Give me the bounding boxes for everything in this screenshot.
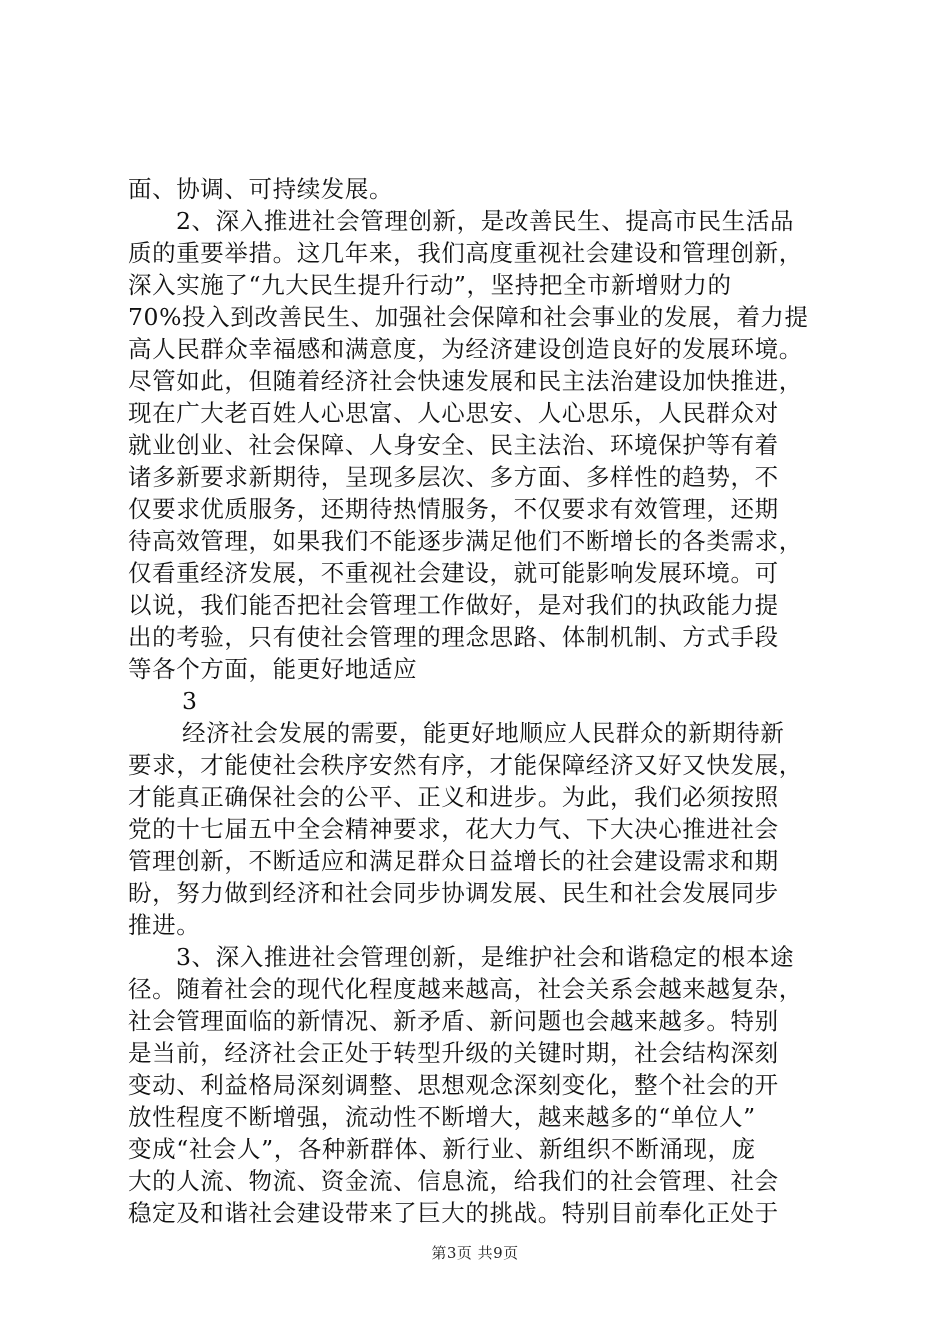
text-line: 径。随着社会的现代化程度越来越高，社会关系会越来越复杂， bbox=[128, 975, 803, 1003]
text-line: 稳定及和谐社会建设带来了巨大的挑战。特别目前奉化正处于 bbox=[128, 1199, 779, 1227]
text-line: 深入实施了“九大民生提升行动”，坚持把全市新增财力的 bbox=[128, 271, 732, 299]
text-line: 大的人流、物流、资金流、信息流，给我们的社会管理、社会 bbox=[128, 1167, 779, 1195]
text-line: 尽管如此，但随着经济社会快速发展和民主法治建设加快推进， bbox=[128, 367, 803, 395]
text-line: 仅看重经济发展，不重视社会建设，就可能影响发展环境。可 bbox=[128, 559, 779, 587]
text-line: 质的重要举措。这几年来，我们高度重视社会建设和管理创新， bbox=[128, 239, 803, 267]
text-line: 待高效管理，如果我们不能逐步满足他们不断增长的各类需求， bbox=[128, 527, 803, 555]
text-line: 才能真正确保社会的公平、正义和进步。为此，我们必须按照 bbox=[128, 783, 779, 811]
text-line: 放性程度不断增强，流动性不断增大，越来越多的“单位人” bbox=[128, 1103, 756, 1131]
text-line: 等各个方面，能更好地适应 bbox=[128, 655, 418, 683]
text-line: 2、深入推进社会管理创新，是改善民生、提高市民生活品 bbox=[176, 207, 795, 235]
page-number-label: 第3页 共9页 bbox=[431, 1244, 519, 1262]
page-footer bbox=[0, 1243, 950, 1263]
text-line: 社会管理面临的新情况、新矛盾、新问题也会越来越多。特别 bbox=[128, 1007, 779, 1035]
text-line: 3、深入推进社会管理创新，是维护社会和谐稳定的根本途 bbox=[176, 943, 795, 971]
text-line: 面、协调、可持续发展。 bbox=[128, 175, 394, 203]
text-line: 变成“社会人”，各种新群体、新行业、新组织不断涌现，庞 bbox=[128, 1135, 756, 1163]
text-line: 推进。 bbox=[128, 911, 201, 939]
text-line: 仅要求优质服务，还期待热情服务，不仅要求有效管理，还期 bbox=[128, 495, 779, 523]
text-line: 要求，才能使社会秩序安然有序，才能保障经济又好又快发展， bbox=[128, 751, 803, 779]
text-line: 出的考验，只有使社会管理的理念思路、体制机制、方式手段 bbox=[128, 623, 779, 651]
text-line: 以说，我们能否把社会管理工作做好，是对我们的执政能力提 bbox=[128, 591, 779, 619]
text-line: 管理创新，不断适应和满足群众日益增长的社会建设需求和期 bbox=[128, 847, 779, 875]
text-line: 高人民群众幸福感和满意度，为经济建设创造良好的发展环境。 bbox=[128, 335, 803, 363]
text-line: 盼，努力做到经济和社会同步协调发展、民生和社会发展同步 bbox=[128, 879, 779, 907]
text-line: 70%投入到改善民生、加强社会保障和社会事业的发展，着力提 bbox=[128, 303, 809, 331]
document-body bbox=[128, 173, 828, 1229]
text-line: 变动、利益格局深刻调整、思想观念深刻变化，整个社会的开 bbox=[128, 1071, 779, 1099]
text-line: 党的十七届五中全会精神要求，花大力气、下大决心推进社会 bbox=[128, 815, 779, 843]
text-line: 3 bbox=[182, 687, 198, 715]
text-line: 是当前，经济社会正处于转型升级的关键时期，社会结构深刻 bbox=[128, 1039, 779, 1067]
text-line: 诸多新要求新期待，呈现多层次、多方面、多样性的趋势，不 bbox=[128, 463, 779, 491]
text-line: 现在广大老百姓人心思富、人心思安、人心思乐，人民群众对 bbox=[128, 399, 779, 427]
text-line: 经济社会发展的需要，能更好地顺应人民群众的新期待新 bbox=[182, 719, 785, 747]
text-line: 就业创业、社会保障、人身安全、民主法治、环境保护等有着 bbox=[128, 431, 779, 459]
